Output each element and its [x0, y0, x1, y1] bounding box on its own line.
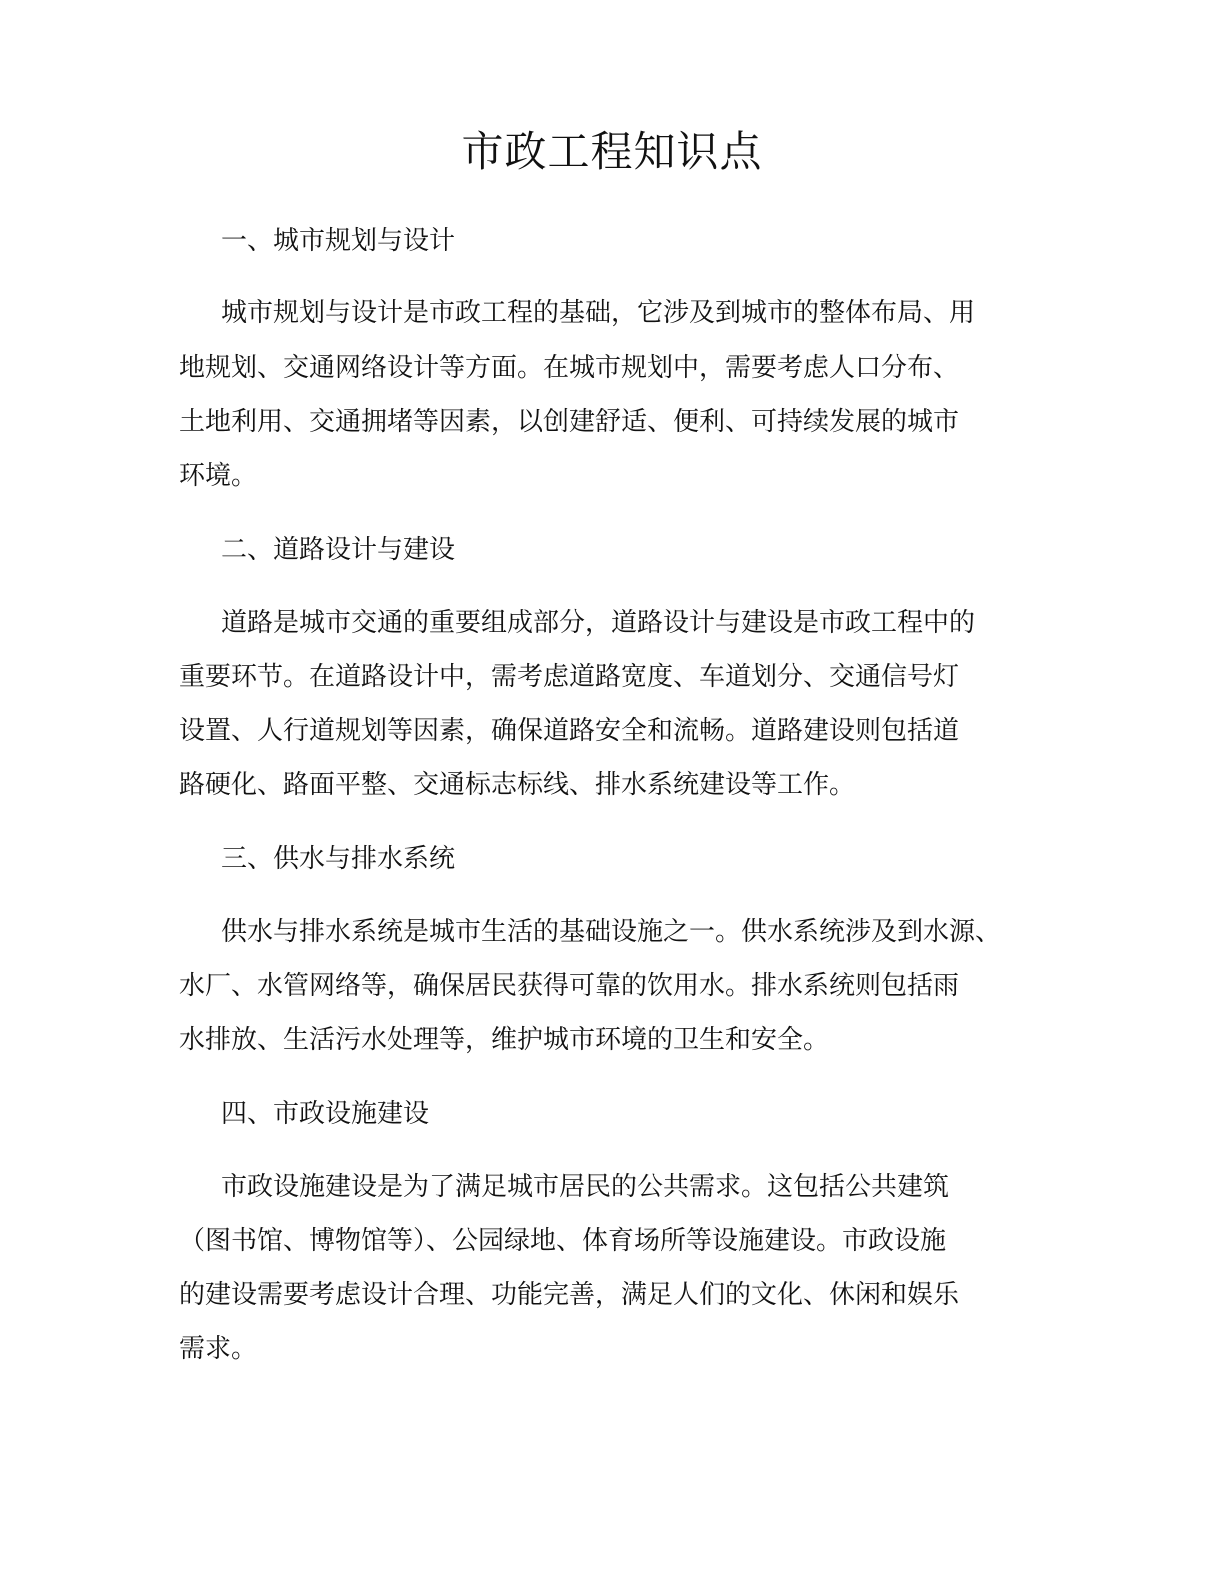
paragraph-line: （图书馆、博物馆等）、公园绿地、体育场所等设施建设。市政设施 [179, 1226, 947, 1256]
paragraph-line: 城市规划与设计是市政工程的基础，它涉及到城市的整体布局、用 [221, 298, 976, 328]
paragraph-line: 市政设施建设是为了满足城市居民的公共需求。这包括公共建筑 [221, 1172, 950, 1202]
paragraph-line: 环境。 [179, 461, 258, 491]
paragraph-line: 土地利用、交通拥堵等因素，以创建舒适、便利、可持续发展的城市 [179, 407, 960, 437]
section-heading: 三、供水与排水系统 [221, 844, 456, 874]
page-title: 市政工程知识点 [461, 127, 763, 176]
paragraph-line: 供水与排水系统是城市生活的基础设施之一。供水系统涉及到水源、 [221, 917, 1002, 947]
paragraph-line: 重要环节。在道路设计中，需考虑道路宽度、车道划分、交通信号灯 [179, 662, 960, 692]
section-heading: 一、城市规划与设计 [221, 226, 456, 256]
section-heading: 二、道路设计与建设 [221, 535, 456, 565]
paragraph-line: 设置、人行道规划等因素，确保道路安全和流畅。道路建设则包括道 [179, 716, 960, 746]
paragraph-line: 水厂、水管网络等，确保居民获得可靠的饮用水。排水系统则包括雨 [179, 971, 960, 1001]
paragraph-line: 的建设需要考虑设计合理、功能完善，满足人们的文化、休闲和娱乐 [179, 1280, 960, 1310]
section-heading: 四、市政设施建设 [221, 1099, 430, 1129]
paragraph-line: 地规划、交通网络设计等方面。在城市规划中，需要考虑人口分布、 [179, 353, 960, 383]
paragraph-line: 需求。 [179, 1334, 258, 1364]
paragraph-line: 道路是城市交通的重要组成部分，道路设计与建设是市政工程中的 [221, 608, 976, 638]
paragraph-line: 水排放、生活污水处理等，维护城市环境的卫生和安全。 [179, 1025, 830, 1055]
paragraph-line: 路硬化、路面平整、交通标志标线、排水系统建设等工作。 [179, 770, 856, 800]
